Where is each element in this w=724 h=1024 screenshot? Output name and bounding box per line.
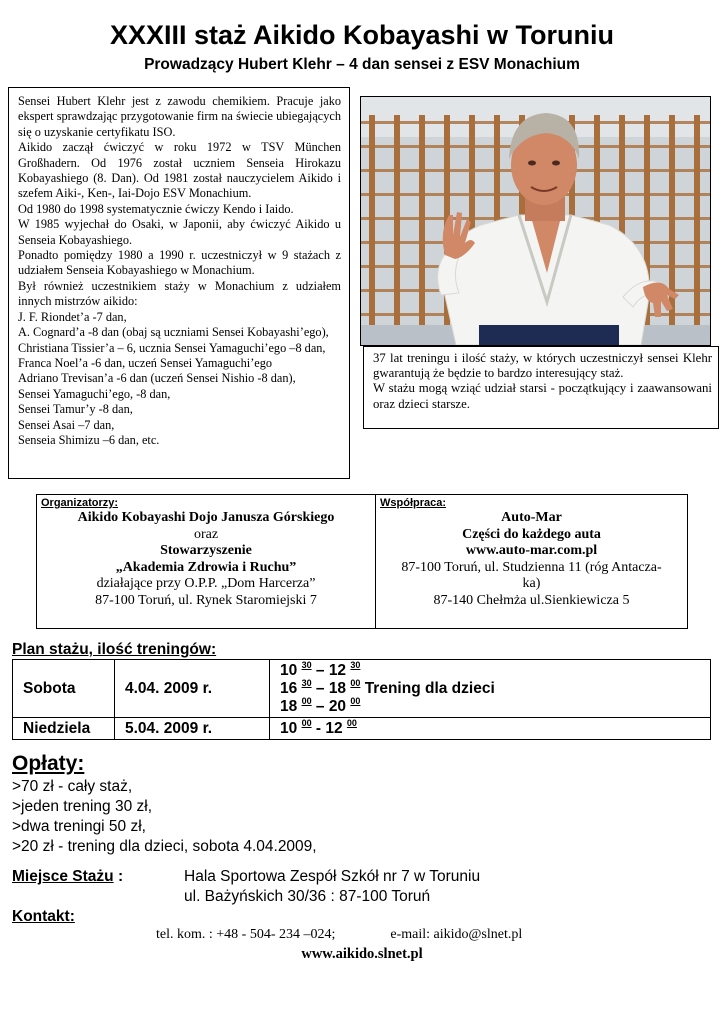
schedule-table (12, 659, 711, 740)
bio-paragraph: Christiana Tissier’a – 6, ucznia Sensei Yamaguchi’ego –8 dan, (18, 340, 326, 355)
sponsor-address-2: 87-140 Chełmża ul.Sienkiewicza 5 (433, 592, 630, 608)
bio-paragraph: Był również uczestnikiem staży w Monachium z udziałem innych mistrzów aikido: (18, 278, 341, 309)
fee-item: >jeden trening 30 zł, (12, 798, 153, 815)
sponsor-slogan: Części do każdego auta (462, 526, 601, 542)
schedule-day: Niedziela (13, 718, 115, 740)
sponsor-website: www.auto-mar.com.pl (465, 543, 598, 558)
organizers-table (36, 494, 688, 629)
place-label: Miejsce Stażu : (12, 868, 124, 885)
schedule-row (13, 660, 711, 718)
organizer-affiliation: działające przy O.P.P. „Dom Harcerza” (96, 576, 316, 591)
bio-paragraph: Sensei Yamaguchi’ego, -8 dan, (18, 386, 171, 401)
sensei-photo (360, 96, 711, 346)
time-slot: 18 $^{00}$ – 20 $^{00}$ (280, 695, 361, 715)
contact-website[interactable]: www.aikido.slnet.pl (301, 946, 423, 962)
organizers-column (37, 495, 376, 628)
bio-paragraph: Ponadto pomiędzy 1980 a 1990 r. uczestniczył w 9 stażach z udziałem Senseia Kobayashiego w Monachium. (18, 248, 341, 278)
place-venue: Hala Sportowa Zespół Szkół nr 7 w Toruniu (184, 868, 481, 885)
bio-paragraph: Adriano Trevisan’a -6 dan (uczeń Sensei Nishio -8 dan), (18, 371, 296, 386)
page-subtitle: Prowadzący Hubert Klehr – 4 dan sensei z ESV Monachium (144, 56, 580, 73)
fees-heading: Opłaty: (12, 752, 85, 775)
bio-paragraph: Senseia Shimizu –6 dan, etc. (18, 432, 160, 447)
bio-paragraph: Od 1980 do 1998 systematycznie ćwiczy Kendo i Iaido. (18, 201, 294, 216)
bio-paragraph: Sensei Asai –7 dan, (18, 417, 115, 432)
info-paragraph: W stażu mogą wziąć udział starsi - początkujący i zaawansowani oraz dzieci starsze. (373, 381, 712, 411)
bio-paragraph: J. F. Riondet’a -7 dan, (18, 309, 127, 324)
sponsor-address-cont: ka) (522, 576, 541, 591)
time-slot: 10 $^{00}$ - 12 $^{00}$ (280, 717, 357, 737)
info-box (363, 346, 719, 429)
bio-paragraph: Sensei Hubert Klehr jest z zawodu chemikiem. Pracuje jako ekspert sprawdzając przygotowanie firm na świecie ubiegających się o uzyskanie certyfikatu ISO. (18, 94, 341, 139)
sensei-photo-icon (361, 97, 710, 345)
info-paragraph: 37 lat treningu i ilość staży, w których uczestniczył sensei Klehr gwarantują że będzie to bardzo interesujący staż. (373, 351, 712, 381)
organizer-association-name: „Akademia Zdrowia i Ruchu” (115, 559, 297, 575)
organizers-heading: Organizatorzy: (41, 497, 119, 509)
cooperation-column (376, 495, 687, 628)
organizer-address: 87-100 Toruń, ul. Rynek Staromiejski 7 (95, 592, 317, 608)
bio-paragraph: Sensei Tamur’y -8 dan, (18, 402, 133, 417)
bio-box (8, 87, 350, 479)
bio-paragraph: W 1985 wyjechał do Osaki, w Japonii, aby ćwiczyć Aikido u Senseia Kobayashiego. (18, 217, 341, 247)
page-title: XXXIII staż Aikido Kobayashi w Toruniu (109, 20, 615, 50)
bio-paragraph: A. Cognard’a -8 dan (obaj są uczniami Sensei Kobayashi’ego), (18, 325, 329, 340)
contact-phone: tel. kom. : +48 - 504- 234 –024; (156, 927, 336, 942)
cooperation-heading: Współpraca: (380, 497, 447, 509)
schedule-row (13, 718, 711, 740)
organizer-association: Stowarzyszenie (160, 543, 252, 558)
organizer-conjunction: oraz (193, 526, 219, 542)
time-slot: 16 $^{30}$ – 18 $^{00}$ Trening dla dzieci (280, 677, 495, 697)
bio-paragraph: Aikido zaczął ćwiczyć w roku 1972 w TSV München Großhadern. Od 1976 został uczniem Senseia Hirokazu Kobayashiego (8. Dan). Od 1981 został nauczycielem Aikido i szefem Aiki-, Ken-, Iai-Dojo ESV Monachium. (18, 140, 341, 201)
fee-item: >20 zł - trening dla dzieci, sobota 4.04.2009, (12, 838, 317, 855)
organizer-name: Aikido Kobayashi Dojo Janusza Górskiego (77, 510, 335, 525)
schedule-date: 5.04. 2009 r. (115, 718, 270, 740)
time-slot: 10 $^{30}$ – 12 $^{30}$ (280, 659, 361, 679)
schedule-times (270, 718, 711, 740)
fee-item: >dwa treningi 50 zł, (12, 818, 146, 835)
sponsor-name: Auto-Mar (501, 510, 562, 525)
contact-line (156, 927, 522, 943)
sponsor-address: 87-100 Toruń, ul. Studzienna 11 (róg Antacza- (401, 559, 662, 575)
schedule-times (270, 660, 711, 718)
schedule-date: 4.04. 2009 r. (115, 660, 270, 718)
contact-heading: Kontakt: (12, 908, 75, 925)
belt (479, 325, 619, 345)
plan-heading: Plan stażu, ilość treningów: (12, 641, 217, 658)
schedule-day: Sobota (13, 660, 115, 718)
contact-email[interactable]: e-mail: aikido@slnet.pl (390, 927, 523, 942)
bio-paragraph: Franca Noel’a -6 dan, uczeń Sensei Yamaguchi’ego (18, 355, 273, 370)
fee-item: >70 zł - cały staż, (12, 778, 133, 795)
place-address: ul. Bażyńskich 30/36 : 87-100 Toruń (184, 888, 431, 905)
